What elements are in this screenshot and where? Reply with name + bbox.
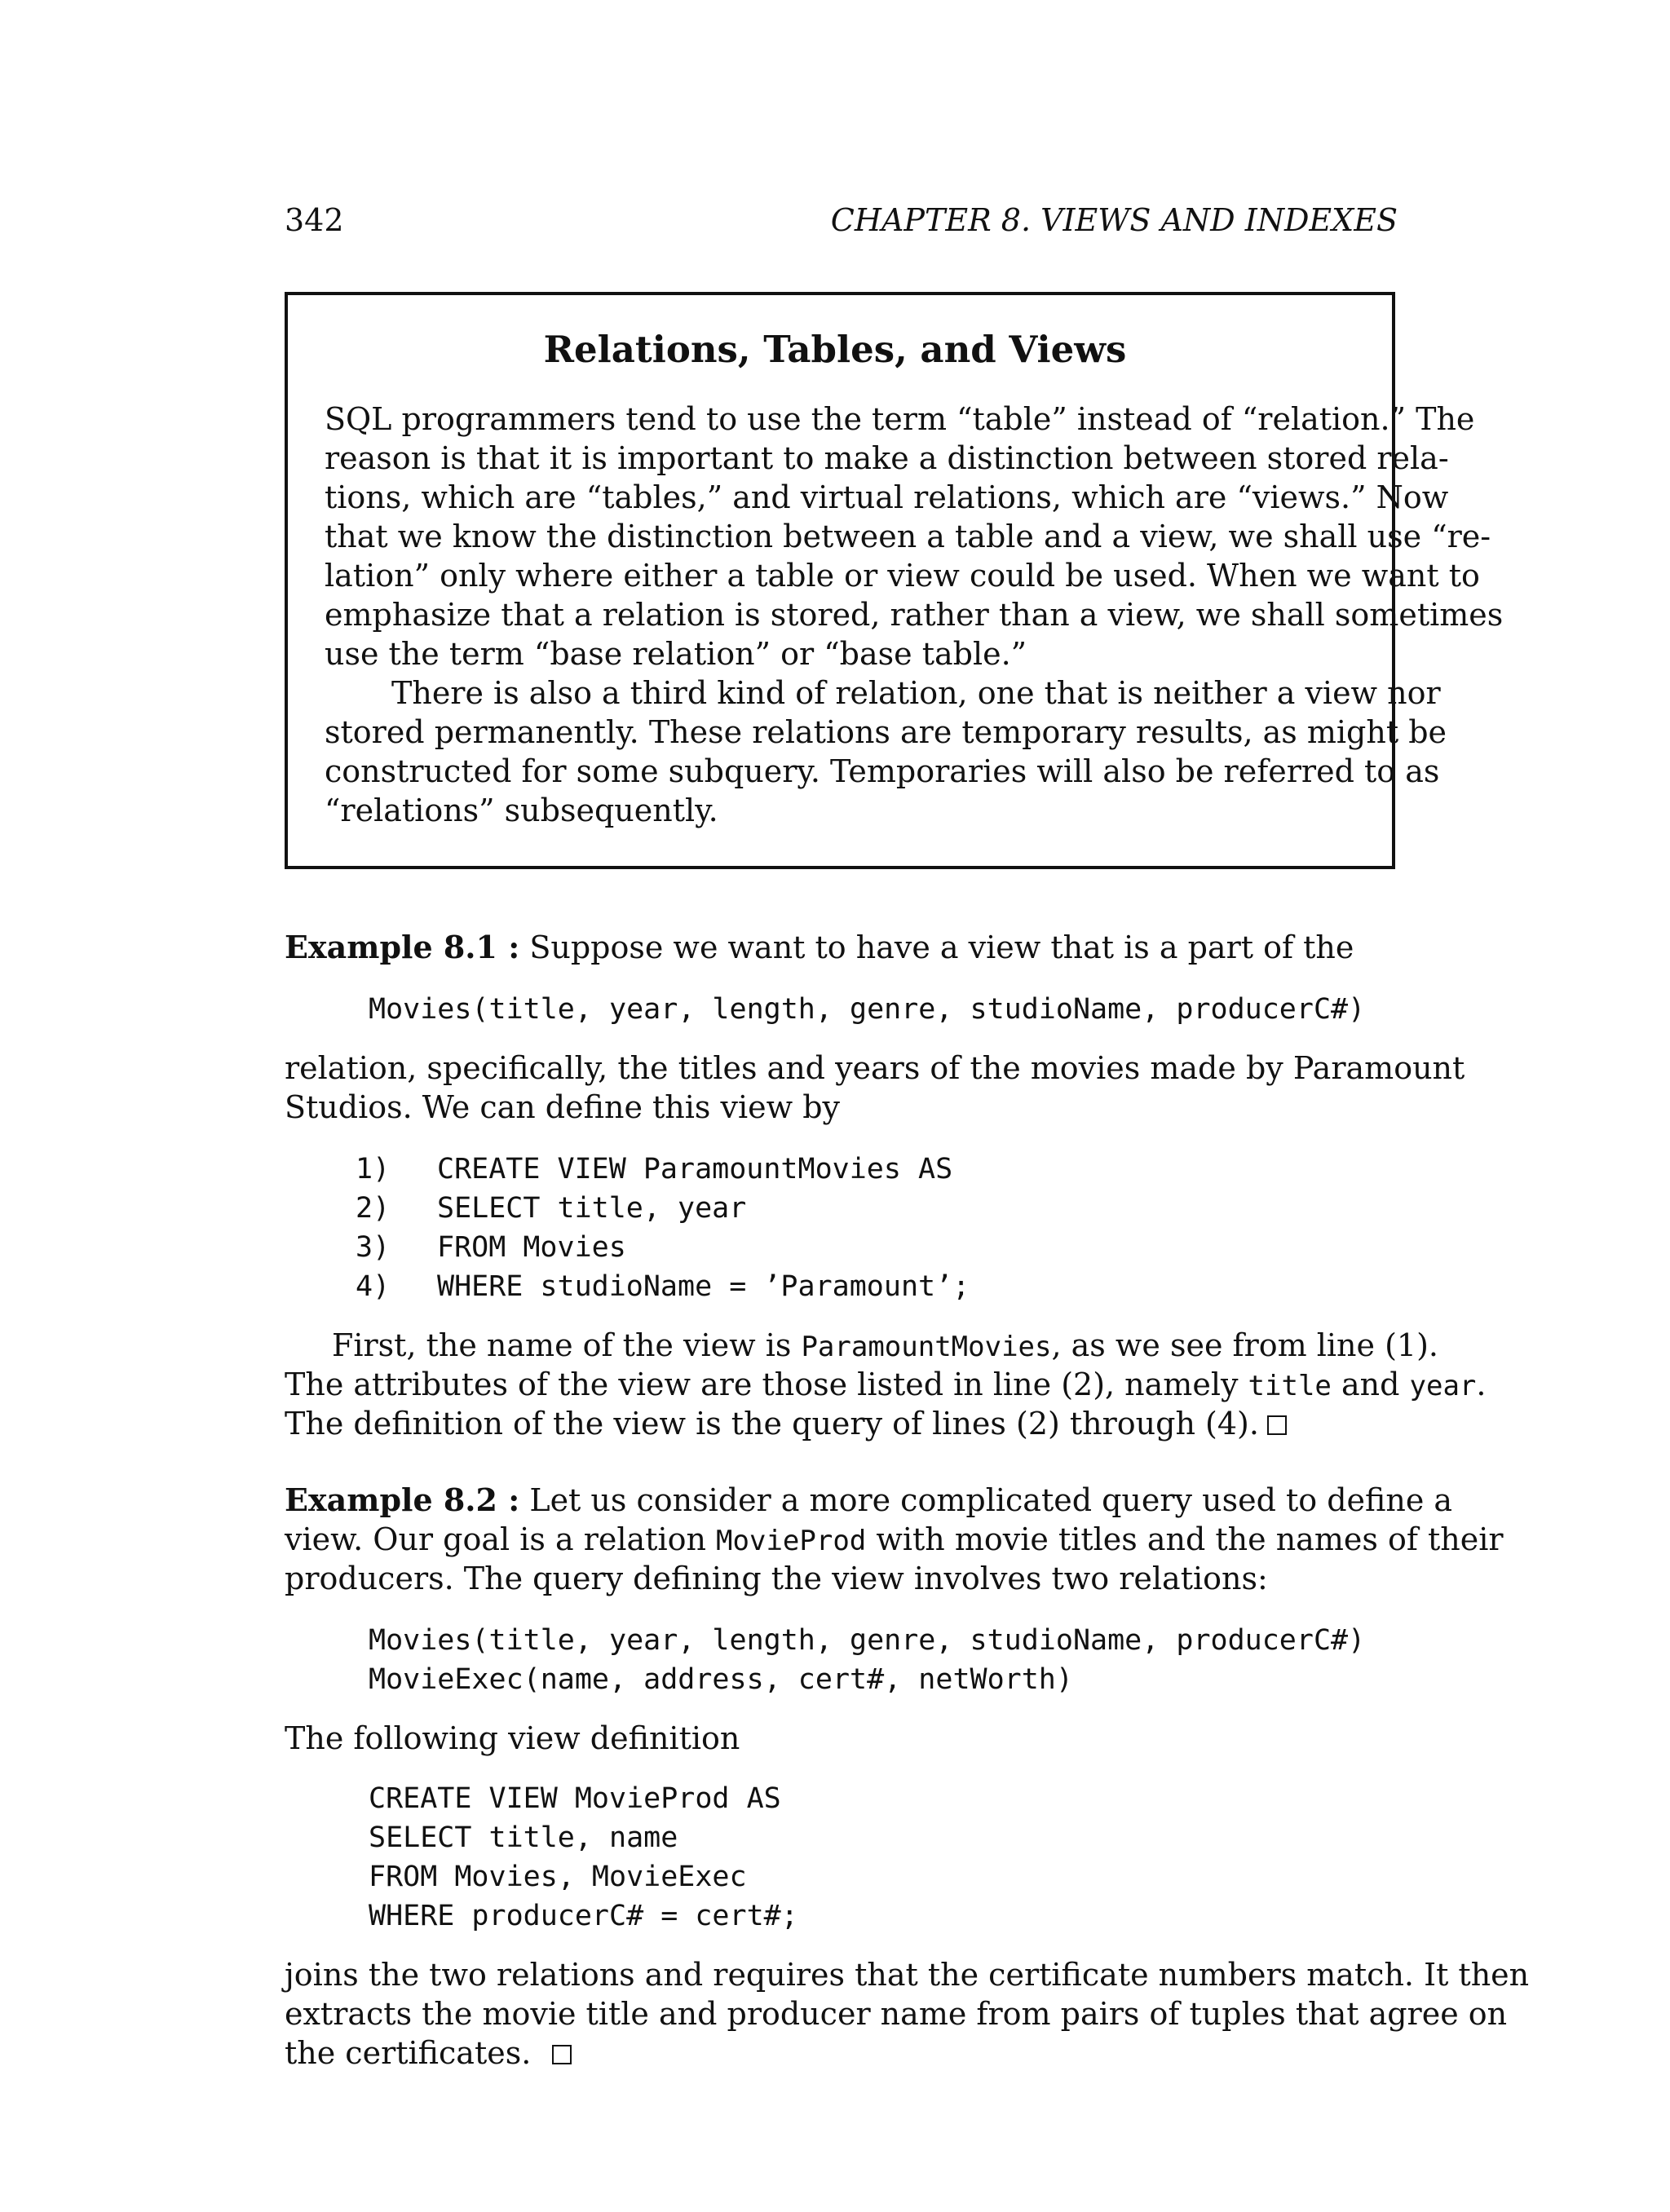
running-head: CHAPTER 8. VIEWS AND INDEXES (830, 202, 1398, 238)
text-run: and (1331, 1366, 1410, 1402)
sidebar-line: tions, which are “tables,” and virtual relations, which are “views.” Now (325, 479, 1449, 515)
text-run: view. Our goal is a relation (285, 1521, 717, 1557)
sidebar-line: reason is that it is important to make a distinction between stored rela- (325, 440, 1449, 476)
code-line: SELECT title, name (369, 1821, 678, 1854)
example-label: Example 8.1 : (285, 929, 520, 965)
sidebar-line: emphasize that a relation is stored, rather than a view, we shall sometimes (325, 597, 1504, 633)
text-run: the certificates. (285, 2035, 532, 2071)
text-run: , as we see from line (1). (1051, 1327, 1439, 1363)
body-line: extracts the movie title and producer name from pairs of tuples that agree on (285, 1996, 1508, 2032)
example-label: Example 8.2 : (285, 1481, 520, 1518)
movies-schema: Movies(title, year, length, genre, studioName, producerC#) (369, 993, 1366, 1026)
inline-code: title (1248, 1370, 1332, 1402)
inline-code: year (1409, 1370, 1477, 1402)
example-8-2-intro (285, 1481, 1453, 1520)
code-line: WHERE studioName = ’Paramount’; (437, 1270, 970, 1303)
sidebar-line: that we know the distinction between a table and a view, we shall use “re- (325, 519, 1491, 554)
body-line (285, 1520, 1504, 1561)
example-intro-text: Suppose we want to have a view that is a part of the (529, 929, 1354, 965)
text-run: First, the name of the view is (332, 1327, 802, 1363)
sidebar-line: There is also a third kind of relation, one that is neither a view nor (391, 675, 1441, 711)
explanation-line-2 (285, 1365, 1487, 1406)
movieexec-schema: MovieExec(name, address, cert#, netWorth) (369, 1663, 1073, 1696)
text-run: The attributes of the view are those listed in line (2), namely (285, 1366, 1248, 1402)
code-line: SELECT title, year (437, 1192, 747, 1225)
text-run: . (1476, 1366, 1487, 1402)
code-line-number: 4) (356, 1270, 391, 1303)
qed-box-icon (1267, 1415, 1287, 1435)
text-run: with movie titles and the names of their (866, 1521, 1504, 1557)
body-line: producers. The query defining the view involves two relations: (285, 1561, 1268, 1596)
code-line: CREATE VIEW ParamountMovies AS (437, 1153, 953, 1185)
code-line: CREATE VIEW MovieProd AS (369, 1782, 781, 1815)
inline-code: ParamountMovies (801, 1331, 1052, 1363)
explanation-line-3 (285, 1404, 1287, 1443)
body-line: relation, specifically, the titles and years of the movies made by Paramount (285, 1050, 1465, 1086)
page-number: 342 (285, 202, 344, 238)
sidebar-title: Relations, Tables, and Views (543, 328, 1127, 371)
code-line-number: 3) (356, 1231, 391, 1264)
sidebar-line: SQL programmers tend to use the term “table” instead of “relation.” The (325, 401, 1475, 437)
sidebar-line: constructed for some subquery. Temporaries will also be referred to as (325, 753, 1440, 789)
qed-box-icon (552, 2045, 572, 2064)
sidebar-line: “relations” subsequently. (325, 793, 718, 828)
explanation-line-1 (332, 1326, 1438, 1366)
example-8-1-intro (285, 928, 1354, 967)
inline-code: MovieProd (716, 1525, 867, 1557)
body-line-last (285, 2033, 572, 2073)
movies-schema: Movies(title, year, length, genre, studioName, producerC#) (369, 1624, 1366, 1657)
body-line: The following view definition (285, 1720, 740, 1756)
code-line: FROM Movies (437, 1231, 626, 1264)
body-line: joins the two relations and requires that the certificate numbers match. It then (285, 1957, 1530, 1993)
code-line-number: 2) (356, 1192, 391, 1225)
body-line: Studios. We can define this view by (285, 1089, 840, 1125)
text-run: Let us consider a more complicated query used to define a (529, 1482, 1453, 1518)
sidebar-line: stored permanently. These relations are temporary results, as might be (325, 714, 1447, 750)
text-run: The definition of the view is the query of lines (2) through (4). (285, 1406, 1259, 1442)
code-line: FROM Movies, MovieExec (369, 1861, 747, 1893)
sidebar-line: lation” only where either a table or view could be used. When we want to (325, 558, 1480, 594)
code-line-number: 1) (356, 1153, 391, 1185)
code-line: WHERE producerC# = cert#; (369, 1900, 798, 1932)
sidebar-line: use the term “base relation” or “base table.” (325, 636, 1027, 672)
